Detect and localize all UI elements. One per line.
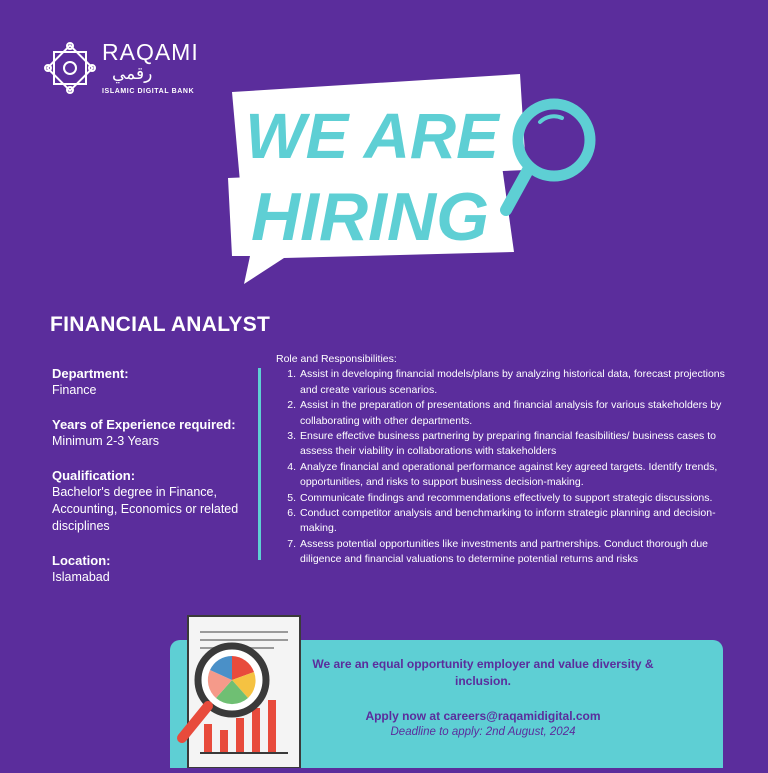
magnifying-glass-icon — [506, 104, 590, 210]
field-value: Minimum 2-3 Years — [52, 434, 159, 448]
footer-text — [300, 656, 666, 740]
field-location — [52, 553, 252, 586]
report-magnifier-icon — [170, 612, 310, 768]
field-label: Qualification: — [52, 468, 136, 483]
item-text: Communicate findings and recommendations effectively to support strategic discussions. — [300, 491, 713, 504]
field-label: Location: — [52, 553, 111, 568]
item-number: 1. — [287, 368, 296, 381]
item-text: Ensure effective business partnering by preparing financial feasibilities/ business cases to assess their viability in collaborations with stakeholders — [300, 430, 716, 458]
field-value: Bachelor's degree in Finance, Accounting, Economics or related disciplines — [52, 485, 239, 533]
list-item — [276, 491, 736, 506]
item-text: Assist in the preparation of presentations and financial analysis for various stakeholders by collaborating with other departments. — [300, 399, 722, 427]
list-item — [276, 367, 736, 398]
logo — [44, 40, 199, 95]
item-number: 6. — [287, 507, 296, 520]
list-item — [276, 506, 736, 537]
logo-arabic: رقمي — [112, 64, 153, 84]
banner-line1: WE ARE — [245, 100, 499, 172]
item-number: 2. — [287, 399, 296, 412]
responsibilities — [276, 352, 736, 568]
responsibilities-heading: Role and Responsibilities: — [276, 353, 397, 365]
item-text: Assist in developing financial models/plans by analyzing historical data, forecast projections and create various scenarios. — [300, 368, 725, 396]
item-text: Assess potential opportunities like investments and partnerships. Conduct thorough due diligence and financial valuations to determine potential returns and risks — [300, 537, 708, 566]
list-item — [276, 460, 736, 491]
field-value: Islamabad — [52, 570, 110, 584]
banner-line2: HIRING — [251, 179, 489, 255]
logo-tagline: ISLAMIC DIGITAL BANK — [102, 88, 195, 95]
field-qualification — [52, 468, 252, 535]
field-value: Finance — [52, 383, 97, 397]
field-label: Department: — [52, 366, 129, 381]
item-number: 4. — [287, 460, 296, 473]
item-text: Analyze financial and operational performance against key agreed targets. Identify trends, opportunities, and risks to support business decision-making. — [300, 460, 718, 489]
list-item — [276, 537, 736, 568]
item-number: 7. — [287, 537, 296, 550]
geometric-star-logo-icon — [44, 42, 96, 94]
logo-name: RAQAMI — [102, 39, 199, 65]
item-text: Conduct competitor analysis and benchmarking to inform strategic planning and decision-making. — [300, 507, 716, 535]
item-number: 5. — [287, 491, 296, 504]
field-label: Years of Experience required: — [52, 417, 236, 432]
job-title: FINANCIAL ANALYST — [50, 313, 271, 336]
apply-link[interactable]: Apply now at careers@raqamidigital.com — [365, 709, 601, 723]
item-number: 3. — [287, 430, 296, 443]
hiring-banner — [222, 70, 642, 300]
list-item — [276, 398, 736, 429]
deadline-text: Deadline to apply: 2nd August, 2024 — [390, 726, 576, 738]
job-details — [52, 366, 252, 604]
column-divider — [258, 368, 261, 560]
equal-opportunity-statement: We are an equal opportunity employer and value diversity & inclusion. — [312, 657, 654, 688]
field-department — [52, 366, 252, 399]
responsibilities-list — [276, 367, 736, 567]
field-experience — [52, 417, 252, 450]
list-item — [276, 429, 736, 460]
